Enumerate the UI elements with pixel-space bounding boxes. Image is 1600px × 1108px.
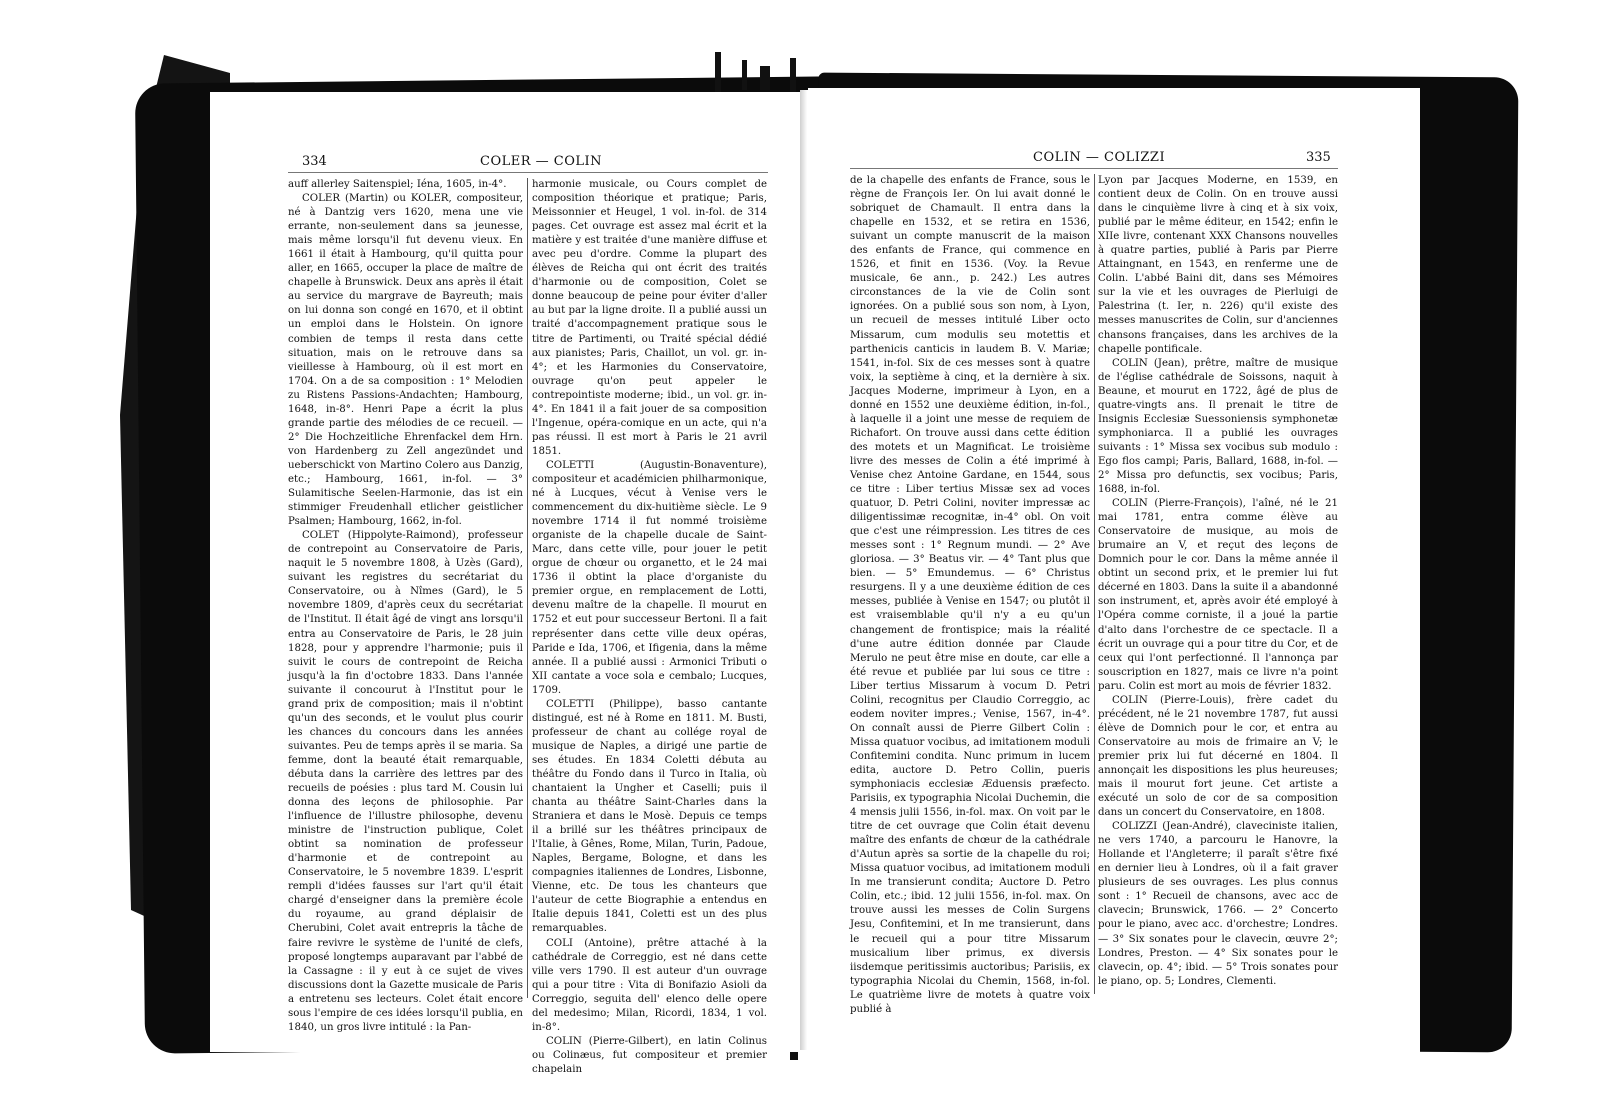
header-rule <box>288 172 768 173</box>
scan-speck <box>790 58 796 92</box>
column-rule <box>1094 174 1095 994</box>
paragraph: COLETTI (Philippe), basso cantante distingué, est né à Rome en 1811. M. Busti, professeur de chant au collége royal de musique de Naples, a dirigé une partie de ses études. En 1834 Coletti débuta au théâtre du Fondo dans il Turco in Italia, où chantaient la Ungher et Caselli; puis il chanta au théâtre Saint-Charles dans la Straniera et dans le Mosè. Depuis ce temps il a brillé sur les théâtres principaux de l'Italie, à Gênes, Rome, Milan, Turin, Padoue, Naples, Bergame, Bologne, et dans les compagnies italiennes de Londres, Lisbonne, Vienne, etc. De tous les chanteurs que l'auteur de cette Biographie a entendus en Italie depuis 1841, Coletti est un des plus remarquables. <box>532 698 767 935</box>
paragraph: COLIN (Pierre-Louis), frère cadet du précédent, né le 21 novembre 1787, fut aussi élève de Domnich pour le cor, et entra au Conservatoire au mois de frimaire an V; le premier prix lui fut décerné en 1804. Il annonçait les dispositions les plus heureuses; mais il mourut fort jeune. Cet artiste a exécuté un solo de cor de sa composition dans un concert du Conservatoire, en 1808. <box>1098 694 1338 819</box>
page-number: 335 <box>1306 150 1331 165</box>
paragraph: COLIN (Pierre-François), l'aîné, né le 21 mai 1781, entra comme élève au Conservatoire de musique, au mois de brumaire an V, et reçut des leçons de Domnich pour le cor. Dans la même année il obtint un second prix, et le premier lui fut décerné en 1803. Dans la suite il a abandonné son instrument, et, après avoir été employé à l'Opéra comme corniste, il a joué la partie d'alto dans l'orchestre de ce spectacle. Il a écrit un ouvrage qui a pour titre du Cor, et de ceux qui l'ont perfectionné. Il l'annonça par souscription en 1827, mais ce livre n'a point paru. Colin est mort au mois de février 1832. <box>1098 498 1338 692</box>
paragraph: COLETTI (Augustin-Bonaventure), compositeur et académicien philharmonique, né à Lucques, vécut à Venise vers le commencement du dix-huitième siècle. Le 9 novembre 1714 il fut nommé troisième organiste de la chapelle ducale de Saint-Marc, dans cette ville, pour jouer le petit orgue de chœur ou organetto, et le 24 mai 1736 il obtint la place d'organiste du premier orgue, en remplacement de Lotti, devenu maître de la chapelle. Il mourut en 1752 et eut pour successeur Bertoni. Il a fait représenter dans cette ville deux opéras, Paride e Ida, 1706, et Ifigenia, dans la même année. Il a publié aussi : Armonici Tributi o XII cantate a voce sola e cembalo; Lucques, 1709. <box>532 459 767 696</box>
paragraph: harmonie musicale, ou Cours complet de composition théorique et pratique; Paris, Meissonnier et Heugel, 1 vol. in-fol. de 314 pages. Cet ouvrage est assez mal écrit et la matière y est traitée d'une manière diffuse et avec peu d'ordre. Comme la plupart des élèves de Reicha qui ont écrit des traités d'harmonie ou de composition, Colet se donne beaucoup de peine pour éviter d'aller au but par la ligne droite. Il a publié aussi un traité d'accompagnement pratique sous le titre de Partimenti, ou Traité spécial dédié aux pianistes; Paris, Chaillot, un vol. gr. in-4°; et les Harmonies du Conservatoire, ouvrage qu'on peut appeler le contrepointiste moderne; ibid., un vol. gr. in-4°. En 1841 il a fait jouer de sa composition l'Ingenue, opéra-comique en un acte, qui n'a pas réussi. Il est mort à Paris le 21 avril 1851. <box>532 179 767 457</box>
column-rule <box>527 178 528 998</box>
paragraph: COLET (Hippolyte-Raimond), professeur de contrepoint au Conservatoire de Paris, naquit le 5 novembre 1808, à Uzès (Gard), suivant les registres du secrétariat du Conservatoire, ou à Nîmes (Gard), le 5 novembre 1809, d'après ceux du secrétariat de l'Institut. Il était âgé de vingt ans lorsqu'il entra au Conservatoire de Paris, le 28 juin 1828, pour y apprendre l'harmonie; puis il suivit le cours de contrepoint de Reicha jusqu'à la fin d'octobre 1833. Dans l'année suivante il concourut à l'Institut pour le grand prix de composition; mais il n'obtint qu'un des seconds, et le voulut plus courir les chances du concours dans les années suivantes. Peu de temps après il se maria. Sa femme, dont la beauté était remarquable, débuta dans la carrière des lettres par des recueils de poésies : plus tard M. Cousin lui donna des leçons de philosophie. Par l'influence de l'illustre philosophe, devenu ministre de l'instruction publique, Colet obtint sa nomination de professeur d'harmonie et de contrepoint au Conservatoire, le 5 novembre 1839. L'esprit rempli d'idées fausses sur l'art qu'il était chargé d'enseigner dans la première école du royaume, au grand déplaisir de Cherubini, Colet avait entrepris la tâche de faire revivre le système de l'unité de clefs, proposé longtemps auparavant par l'abbé de la Cassagne : il y eut à ce sujet de vives discussions dont la Gazette musicale de Paris a entretenu ses lecteurs. Colet était encore sous l'empire de ces idées lorsqu'il publia, en 1840, un gros livre intitulé : la Pan- <box>288 530 523 1033</box>
right-page-column-1 <box>850 174 1090 1017</box>
left-page-column-2 <box>532 178 767 1077</box>
page-number: 334 <box>302 154 327 169</box>
scan-speck <box>742 60 747 90</box>
running-head: COLER — COLIN <box>480 154 603 169</box>
running-head: COLIN — COLIZZI <box>1033 150 1166 165</box>
paragraph: COLIN (Pierre-Gilbert), en latin Colinus ou Colinæus, fut compositeur et premier chapelain <box>532 1035 767 1075</box>
paragraph: de la chapelle des enfants de France, sous le règne de François Ier. On lui avait donné le sobriquet de Chamault. Il entra dans la chapelle en 1532, et se retira en 1536, suivant un compte manuscrit de la maison des enfants de France, qui commence en 1526, et finit en 1536. (Voy. la Revue musicale, 6e ann., p. 242.) Les autres circonstances de la vie de Colin sont ignorées. On a publié sous son nom, à Lyon, un recueil de messes intitulé Liber octo Missarum, cum modulis seu motettis et parthenicis canticis in laudem B. V. Mariæ; 1541, in-fol. Six de ces messes sont à quatre voix, la septième à cinq, et la dernière à six. Jacques Moderne, imprimeur à Lyon, en a donné en 1552 une deuxième édition, in-fol., à laquelle il a joint une messe de requiem de Richafort. On trouve aussi dans cette édition des motets et un Magnificat. Le troisième livre des messes de Colin a été imprimé à Venise chez Antoine Gardane, en 1544, sous ce titre : Liber tertius Missæ sex ad voces quatuor, D. Petri Colini, noviter impressæ ac diligentissimæ recognitæ, in-4° obl. On voit que c'est une réimpression. Les titres de ces messes sont : 1° Regnum mundi. — 2° Ave gloriosa. — 3° Beatus vir. — 4° Tant plus que bien. — 5° Emundemus. — 6° Christus resurgens. Il y a une deuxième édition de ces messes, publiée à Venise en 1547; ou plutôt il est vraisemblable qu'il n'y a eu qu'un changement de frontispice; mais la réalité d'une autre édition donnée par Claude Merulo ne peut être mise en doute, car elle a été revue et publiée par lui sous ce titre : Liber tertius Missarum à vocum D. Petri Colini, recognitus per Claudio Correggio, ac eodem noviter impres.; Venise, 1567, in-4°. On connaît aussi de Pierre Gilbert Colin : Missa quatuor vocibus, ad imitationem moduli Confitemini condita. Nunc primum in lucem edita, auctore D. Petro Collin, pueris symphoniacis ecclesiæ Æduensis præfecto. Parisiis, ex typographia Nicolai Duchemin, die 4 mensis julii 1556, in-fol. max. On voit par le titre de cet ouvrage que Colin était devenu maître des enfants de chœur de la cathédrale d'Autun après sa sortie de la chapelle du roi; Missa quatuor vocibus, ad imitationem moduli In me transierunt condita; Auctore D. Petro Colin, etc.; ibid. 12 julii 1556, in-fol. max. On trouve aussi les messes de Colin Surgens Jesu, Confitemini, et In me transierunt, dans le recueil qui a pour titre Missarum musicalium liber primus, ex diversis iisdemque peritissimis auctoribus; Parisiis, ex typographia Nicolai du Chemin, 1568, in-fol. Le quatrième livre de motets à quatre voix publié à <box>850 175 1090 1015</box>
scan-speck <box>715 52 721 92</box>
paragraph: Lyon par Jacques Moderne, en 1539, en contient deux de Colin. On en trouve aussi dans le cinquième livre à cinq et à six voix, publié par le même éditeur, en 1542; enfin le XIIe livre, contenant XXX Chansons nouvelles à quatre parties, publié à Paris par Pierre Attaingnant, en 1543, en renferme une de Colin. L'abbé Baini dit, dans ses Mémoires sur la vie et les ouvrages de Pierluigi de Palestrina (t. Ier, n. 226) qu'il existe des messes manuscrites de Colin, sur d'anciennes chansons françaises, dans les archives de la chapelle pontificale. <box>1098 175 1338 355</box>
right-page-column-2 <box>1098 174 1338 989</box>
left-page <box>210 92 805 1075</box>
paragraph: auff allerley Saitenspiel; Iéna, 1605, in-4°. <box>288 179 507 190</box>
paragraph: COLER (Martin) ou KOLER, compositeur, né à Dantzig vers 1620, mena une vie errante, non-seulement dans sa jeunesse, mais même lorsqu'il fut devenu vieux. En 1661 il était à Hambourg, qu'il quitta pour aller, en 1665, occuper la place de maître de chapelle à Brunswick. Deux ans après il était au service du margrave de Bayreuth; mais on lui donna son congé en 1670, et il obtint un emploi dans le Holstein. On ignore combien de temps il resta dans cette situation, mais on le retrouve dans sa vieillesse à Hambourg, où il est mort en 1704. On a de sa composition : 1° Melodien zu Ristens Passions-Andachten; Hambourg, 1648, in-8°. Henri Pape a écrit la plus grande partie des mélodies de ce recueil. — 2° Die Hochzeitliche Ehrenfackel dem Hrn. von Hardenberg zu Zell angezündet und ueberschickt von Martino Colero aus Danzig, etc.; Hambourg, 1661, in-fol. — 3° Sulamitische Seelen-Harmonie, das ist ein stimmiger Freudenhall etlicher geistlicher Psalmen; Hambourg, 1662, in-fol. <box>288 193 523 528</box>
paragraph: COLIN (Jean), prêtre, maître de musique de l'église cathédrale de Soissons, naquit à Beaune, et mourut en 1722, âgé de plus de quatre-vingts ans. Il prenait le titre de Insignis Ecclesiæ Suessoniensis symphonetæ symphoniarca. Il a publié les ouvrages suivants : 1° Missa sex vocibus sub modulo : Ego flos campi; Paris, Ballard, 1688, in-fol. — 2° Missa pro defunctis, sex vocibus; Paris, 1688, in-fol. <box>1098 357 1338 496</box>
paragraph: COLI (Antoine), prêtre attaché à la cathédrale de Correggio, est né dans cette ville vers 1790. Il est auteur d'un ouvrage qui a pour titre : Vita di Bonifazio Asioli da Correggio, seguita dell' elenco delle opere del medesimo; Milan, Ricordi, 1834, 1 vol. in-8°. <box>532 937 767 1033</box>
paragraph: COLIZZI (Jean-André), claveciniste italien, ne vers 1740, a parcouru le Hanovre, la Hollande et l'Angleterre; il paraît s'être fixé en dernier lieu à Londres, où il a fait graver plusieurs de ses ouvrages. Les plus connus sont : 1° Recueil de chansons, avec acc de clavecin; Brunswick, 1766. — 2° Concerto pour le piano, avec acc. d'orchestre; Londres. — 3° Six sonates pour le clavecin, œuvre 2°; Londres, Preston. — 4° Six sonates pour le clavecin, op. 4°; ibid. — 5° Trois sonates pour le piano, op. 5; Londres, Clementi. <box>1098 821 1338 987</box>
scan-speck <box>760 66 770 90</box>
right-page <box>808 88 1420 1053</box>
left-page-column-1 <box>288 178 523 1035</box>
header-rule <box>850 168 1338 169</box>
